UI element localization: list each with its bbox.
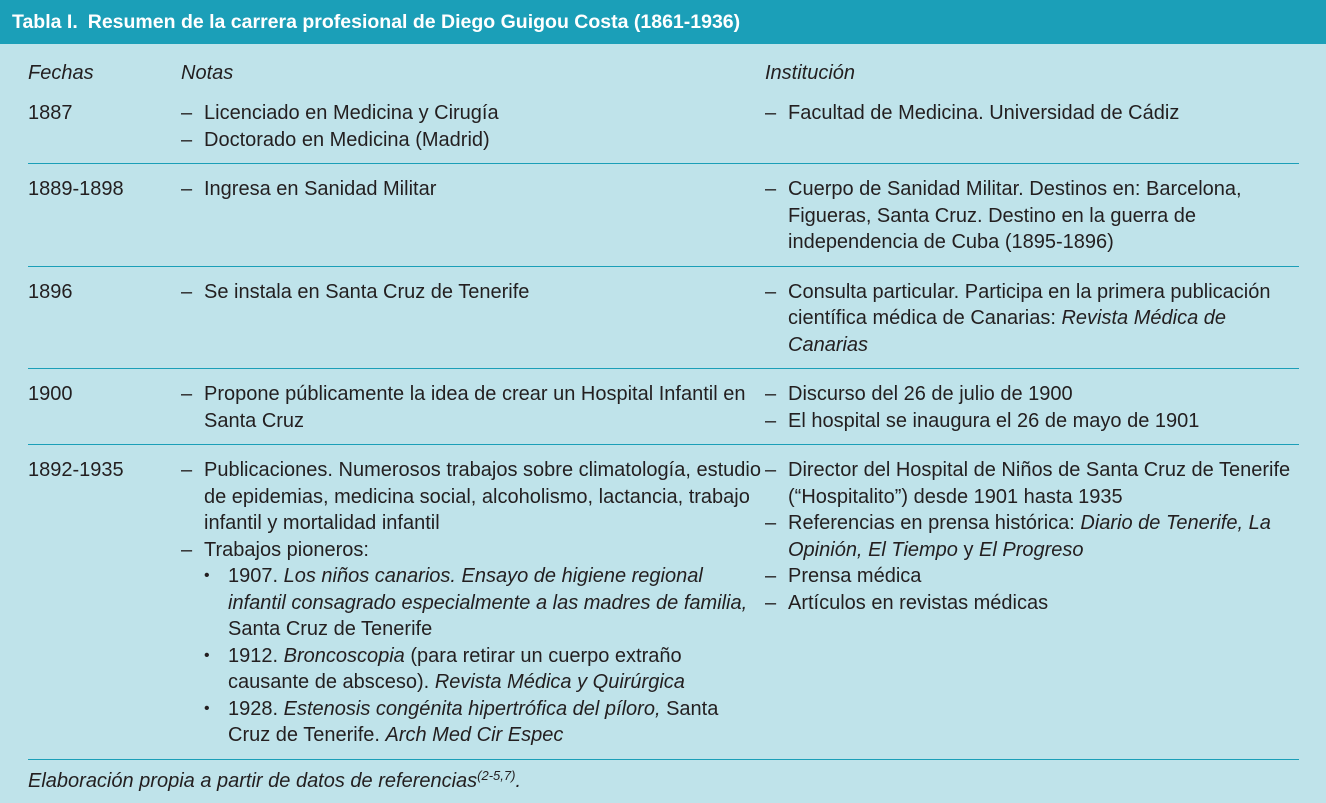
note-text: Publicaciones. Numerosos trabajos sobre climatología, estudio de epidemias, medicina social, alcoholismo, lactancia, trabajo infantil y mortalidad infantil bbox=[204, 459, 761, 534]
note-text: Trabajos pioneros: bbox=[204, 538, 369, 561]
institution-item bbox=[765, 457, 1299, 510]
note-text: Propone públicamente la idea de crear un Hospital Infantil en Santa Cruz bbox=[204, 383, 746, 432]
journal-title: Revista Médica de Canarias bbox=[788, 307, 1226, 356]
note-item bbox=[181, 127, 765, 154]
note-text: Ingresa en Sanidad Militar bbox=[204, 178, 437, 200]
institution-item bbox=[765, 381, 1299, 408]
work-title: Los niños canarios. Ensayo de higiene regional infantil consagrado especialmente a las madres de familia, bbox=[228, 565, 748, 614]
table-row bbox=[28, 90, 1299, 164]
note-item bbox=[181, 279, 765, 306]
work-title: Estenosis congénita hipertrófica del píloro, bbox=[283, 697, 661, 720]
note-item bbox=[181, 176, 765, 203]
bullet-marker: • bbox=[204, 699, 210, 717]
work-item bbox=[181, 563, 765, 643]
note-text: Doctorado en Medicina (Madrid) bbox=[204, 128, 490, 151]
dash-marker: – bbox=[765, 383, 777, 405]
institution-item bbox=[765, 279, 1299, 359]
work-place: Santa Cruz de Tenerife bbox=[228, 618, 433, 640]
footnote-text: Elaboración propia a partir de datos de referencias bbox=[28, 770, 478, 792]
table-row bbox=[28, 267, 1299, 370]
bullet-marker: • bbox=[204, 567, 210, 584]
dash-marker: – bbox=[765, 102, 777, 124]
dash-marker: – bbox=[765, 565, 777, 587]
table-footnote bbox=[28, 768, 521, 794]
institution-text: Consulta particular. Participa en la primera publicación científica médica de Canarias: bbox=[788, 280, 1271, 329]
footnote-period: . bbox=[515, 770, 522, 792]
table-title-bar bbox=[0, 0, 1326, 44]
table-row bbox=[28, 164, 1299, 267]
note-item bbox=[181, 457, 765, 537]
career-table bbox=[28, 60, 1299, 760]
dash-marker: – bbox=[181, 280, 193, 303]
row-notes bbox=[181, 457, 765, 749]
table-title: Resumen de la carrera profesional de Diego Guigou Costa (1861-1936) bbox=[87, 11, 741, 33]
table-header-row bbox=[28, 60, 1299, 90]
note-item bbox=[181, 100, 765, 127]
row-notes bbox=[181, 176, 765, 256]
row-notes bbox=[181, 381, 765, 434]
conjunction-text: y bbox=[963, 538, 974, 561]
dash-marker: – bbox=[765, 512, 777, 534]
table-row bbox=[28, 445, 1299, 760]
press-title: La Opinión, bbox=[788, 512, 1271, 561]
dash-marker: – bbox=[181, 178, 193, 200]
institution-text: Discurso del 26 de julio de 1900 bbox=[788, 383, 1073, 405]
institution-item bbox=[765, 510, 1299, 563]
work-year: 1907. bbox=[228, 565, 279, 587]
dash-marker: – bbox=[765, 178, 777, 200]
work-item bbox=[181, 696, 765, 749]
work-title: Broncoscopia bbox=[283, 644, 405, 667]
press-title: Diario de Tenerife, bbox=[1080, 512, 1244, 534]
institution-item bbox=[765, 408, 1299, 435]
row-notes bbox=[181, 100, 765, 153]
dash-marker: – bbox=[181, 538, 193, 561]
header-notas: Notas bbox=[181, 62, 234, 84]
institution-item bbox=[765, 100, 1299, 127]
dash-marker: – bbox=[765, 280, 777, 303]
institution-item bbox=[765, 563, 1299, 590]
dash-marker: – bbox=[181, 102, 193, 124]
row-institution bbox=[765, 457, 1299, 749]
row-institution bbox=[765, 176, 1299, 256]
work-journal: Arch Med Cir Espec bbox=[385, 724, 564, 746]
institution-text: Director del Hospital de Niños de Santa Cruz de Tenerife (“Hospitalito”) desde 1901 hasta 1935 bbox=[788, 459, 1291, 508]
dash-marker: – bbox=[181, 459, 193, 481]
row-date: 1896 bbox=[28, 280, 73, 303]
institution-text: El hospital se inaugura el 26 de mayo de 1901 bbox=[788, 409, 1200, 432]
row-date: 1887 bbox=[28, 102, 73, 124]
row-date: 1900 bbox=[28, 383, 73, 405]
work-place: Santa Cruz de Tenerife. bbox=[228, 697, 719, 746]
note-item bbox=[181, 381, 765, 434]
press-title: El Tiempo bbox=[868, 538, 958, 561]
dash-marker: – bbox=[765, 591, 777, 614]
bullet-marker: • bbox=[204, 646, 210, 664]
work-item bbox=[181, 643, 765, 696]
institution-text: Cuerpo de Sanidad Militar. Destinos en: Barcelona, Figueras, Santa Cruz. Destino en la guerra de independencia de Cuba (1895-1896) bbox=[788, 178, 1242, 253]
press-title: El Progreso bbox=[979, 538, 1084, 561]
institution-item bbox=[765, 590, 1299, 617]
institution-text: Referencias en prensa histórica: bbox=[788, 512, 1075, 534]
row-date: 1892-1935 bbox=[28, 459, 124, 481]
row-institution bbox=[765, 381, 1299, 434]
note-text: Se instala en Santa Cruz de Tenerife bbox=[204, 280, 530, 303]
header-fechas: Fechas bbox=[28, 62, 94, 84]
row-institution bbox=[765, 100, 1299, 153]
dash-marker: – bbox=[765, 459, 777, 481]
institution-text: Prensa médica bbox=[788, 565, 922, 587]
dash-marker: – bbox=[765, 409, 777, 432]
note-text: Licenciado en Medicina y Cirugía bbox=[204, 102, 499, 124]
footnote-references: (2-5,7) bbox=[477, 768, 516, 783]
dash-marker: – bbox=[181, 128, 193, 151]
row-notes bbox=[181, 279, 765, 359]
note-item bbox=[181, 537, 765, 564]
work-journal: Revista Médica y Quirúrgica bbox=[434, 671, 685, 693]
work-year: 1928. bbox=[228, 697, 279, 720]
header-institucion: Institución bbox=[765, 62, 856, 84]
row-institution bbox=[765, 279, 1299, 359]
row-date: 1889-1898 bbox=[28, 178, 124, 200]
institution-text: Facultad de Medicina. Universidad de Cádiz bbox=[788, 102, 1180, 124]
table-number: Tabla I. bbox=[12, 11, 78, 33]
institution-item bbox=[765, 176, 1299, 256]
table-row bbox=[28, 369, 1299, 445]
work-note: (para retirar un cuerpo extraño causante de absceso). bbox=[228, 644, 682, 693]
dash-marker: – bbox=[181, 383, 193, 405]
work-year: 1912. bbox=[228, 644, 279, 667]
institution-text: Artículos en revistas médicas bbox=[788, 591, 1049, 614]
